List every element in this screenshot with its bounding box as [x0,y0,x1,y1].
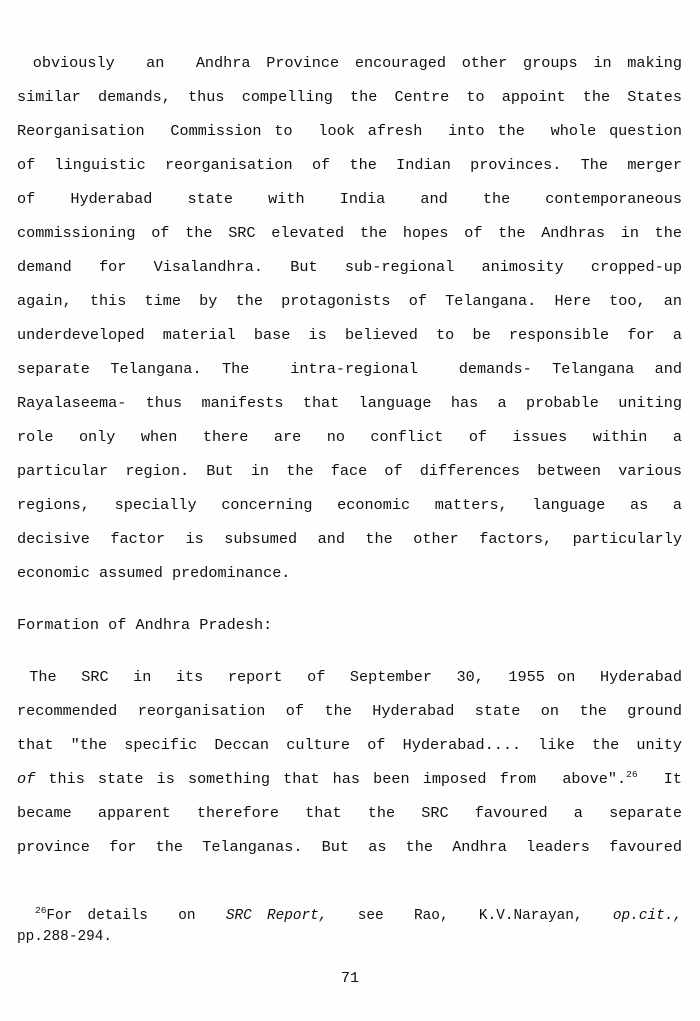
footnote-italic-opcit: op.cit., [612,908,682,924]
footnote-line-1 [17,906,682,927]
body-line: of linguistic reorganisation of the Indian provinces. The merger [17,156,682,174]
footnote-italic-title: SRC Report, [225,908,328,924]
line-text: this state is something that has been imposed from above". [35,770,627,788]
footnote-text-b: see Rao, K.V.Narayan, [327,908,613,924]
body-line: economic assumed predominance. [17,564,291,582]
body-line: decisive factor is subsumed and the other factors, particularly [17,530,682,548]
body-line: similar demands, thus compelling the Centre to appoint the States [17,88,682,106]
footnote-text-a: For details on [46,908,226,924]
line-tail: It [637,770,682,788]
footnote-line-2: pp.288-294. [17,929,112,945]
body-line: regions, specially concerning economic matters, language as a [17,496,682,514]
italic-word: of [17,770,36,788]
body-line: demand for Visalandhra. But sub-regional animosity cropped-up [17,258,682,276]
body-line: became apparent therefore that the SRC favoured a separate [17,804,682,822]
footnote-number: 26 [35,905,47,917]
body-line: Rayalaseema- thus manifests that language has a probable uniting [17,394,682,412]
body-line: commissioning of the SRC elevated the hopes of the Andhras in the [17,224,682,242]
body-line: separate Telangana. The intra-regional demands- Telangana and [17,360,682,378]
section-heading: Formation of Andhra Pradesh: [17,616,273,634]
paragraph-spacer [17,590,682,608]
body-line: province for the Telanganas. But as the Andhra leaders favoured [17,838,682,856]
body-line: again, this time by the protagonists of Telangana. Here too, an [17,292,682,310]
footnote-block [17,906,682,948]
body-line: that "the specific Deccan culture of Hyderabad.... like the unity [17,736,682,754]
body-line: role only when there are no conflict of issues within a [17,428,682,446]
body-line: Reorganisation Commission to look afresh into the whole question [17,122,682,140]
footnote-reference-marker[interactable]: 26 [626,768,638,780]
body-line: The SRC in its report of September 30, 1955 on Hyderabad [17,668,682,686]
paragraph-spacer [17,642,682,660]
body-line-with-footnote-ref [17,762,682,796]
body-line: obviously an Andhra Province encouraged other groups in making [17,54,682,72]
body-line: of Hyderabad state with India and the contemporaneous [17,190,682,208]
body-line: particular region. But in the face of differences between various [17,462,682,480]
body-line: recommended reorganisation of the Hyderabad state on the ground [17,702,682,720]
body-line: underdeveloped material base is believed to be responsible for a [17,326,682,344]
page-number: 71 [340,969,360,987]
page-body-text [17,46,682,864]
